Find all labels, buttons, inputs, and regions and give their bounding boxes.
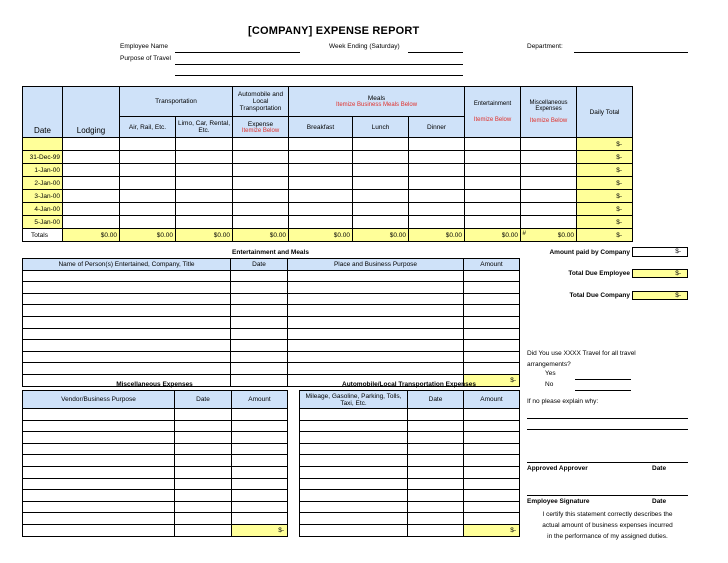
breakfast-header: Breakfast (289, 117, 353, 138)
department-label: Department: (527, 43, 563, 50)
employee-name-label: Employee Name (120, 43, 169, 50)
table-row (23, 203, 633, 216)
table-row (23, 524, 288, 536)
entertainment-header (465, 87, 521, 138)
total-due-employee-label: Total Due Employee (568, 270, 630, 277)
explain-field-2[interactable] (527, 429, 688, 430)
total-due-company-value: $- (632, 291, 688, 300)
table-row (300, 490, 520, 502)
daily-total-cell: $- (577, 177, 633, 190)
table-row (23, 328, 520, 340)
auto-col-mileage: Mileage, Gasoline, Parking, Tolls, Taxi, Etc. (300, 391, 408, 409)
table-row (23, 316, 520, 328)
lodging-header: Lodging (63, 87, 120, 138)
table-row (23, 177, 633, 190)
misc-col-date: Date (175, 391, 232, 409)
row-date[interactable]: 5-Jan-00 (23, 216, 63, 229)
amount-paid-value[interactable]: $- (632, 247, 688, 257)
table-row (300, 455, 520, 467)
table-row (300, 466, 520, 478)
row-date[interactable]: 2-Jan-00 (23, 177, 63, 190)
meals-itemize: Itemize Business Meals Below (336, 102, 418, 108)
ent-col-amount: Amount (464, 259, 520, 271)
table-row (23, 151, 633, 164)
total-due-company-label: Total Due Company (569, 292, 630, 299)
table-row (23, 455, 288, 467)
table-row (23, 501, 288, 513)
misc-itemize: Itemize Below (529, 118, 568, 124)
total-air: $0.00 (120, 229, 176, 242)
amount-paid-label: Amount paid by Company (549, 249, 630, 256)
auto-header: Automobile and Local Transportation (233, 87, 289, 117)
expense-grid (22, 86, 633, 242)
daily-total-cell: $- (577, 190, 633, 203)
total-breakfast: $0.00 (289, 229, 353, 242)
auto-expense-label: Expense (247, 120, 274, 128)
entertainment-section-title: Entertainment and Meals (232, 249, 309, 256)
meals-header (289, 87, 465, 117)
certify-text (527, 509, 688, 542)
approver-line[interactable] (527, 462, 688, 463)
transportation-header: Transportation (120, 87, 233, 117)
certify-line-3: in the performance of my assigned duties. (547, 533, 668, 540)
daily-total-cell: $- (577, 216, 633, 229)
daily-total-cell: $- (577, 138, 633, 151)
table-row (23, 216, 633, 229)
table-row (23, 340, 520, 352)
table-row (300, 524, 520, 536)
total-dinner: $0.00 (409, 229, 465, 242)
table-row (23, 443, 288, 455)
employee-name-field[interactable] (175, 52, 300, 53)
daily-total-cell: $- (577, 151, 633, 164)
table-row (23, 190, 633, 203)
table-row (23, 351, 520, 363)
total-due-employee-value: $- (632, 269, 688, 278)
table-row (300, 513, 520, 525)
entertainment-table (22, 258, 520, 387)
table-row (23, 164, 633, 177)
totals-label: Totals (23, 229, 63, 242)
page-title: [COMPANY] EXPENSE REPORT (248, 25, 420, 37)
row-date[interactable]: 3-Jan-00 (23, 190, 63, 203)
table-row (300, 501, 520, 513)
table-row (23, 490, 288, 502)
no-field[interactable] (575, 390, 631, 391)
explain-label: If no please explain why: (527, 398, 599, 405)
auto-col-date: Date (408, 391, 464, 409)
table-row (23, 478, 288, 490)
misc-table (22, 390, 288, 537)
misc-col-vendor: Vendor/Business Purpose (23, 391, 175, 409)
explain-field-1[interactable] (527, 418, 688, 419)
ent-total: $- (464, 374, 520, 386)
certify-line-1: I certify this statement correctly describes the (542, 511, 673, 518)
misc-header (521, 87, 577, 138)
misc-col-amount: Amount (232, 391, 288, 409)
signature-label: Employee Signature (527, 498, 590, 505)
week-ending-label: Week Ending (Saturday) (329, 43, 400, 50)
auto-total: $- (464, 524, 520, 536)
totals-row (23, 229, 633, 242)
misc-total: $- (232, 524, 288, 536)
total-lunch: $0.00 (353, 229, 409, 242)
lunch-header: Lunch (353, 117, 409, 138)
meals-title: Meals (367, 95, 386, 102)
table-row (300, 478, 520, 490)
auto-itemize: Itemize Below (241, 127, 280, 134)
misc-title: Miscellaneous Expenses (529, 100, 568, 112)
row-date[interactable] (23, 138, 63, 151)
auto-expense-header (233, 117, 289, 138)
purpose-label: Purpose of Travel (120, 55, 171, 62)
department-field[interactable] (574, 52, 688, 53)
table-row (23, 282, 520, 294)
signature-line[interactable] (527, 495, 688, 496)
dinner-header: Dinner (409, 117, 465, 138)
table-row (23, 138, 633, 151)
limo-header: Limo, Car, Rental, Etc. (176, 117, 233, 138)
table-row (23, 363, 520, 375)
total-lodging: $0.00 (63, 229, 120, 242)
entertainment-title: Entertainment (473, 101, 512, 107)
table-row (300, 432, 520, 444)
ent-col-date: Date (231, 259, 288, 271)
table-row (23, 420, 288, 432)
ent-col-names: Name of Person(s) Entertained, Company, Title (23, 259, 231, 271)
total-daily: $- (577, 229, 633, 242)
hash-mark: # (522, 230, 527, 237)
total-entertainment (465, 229, 527, 242)
auto-section-title: Automobile/Local Transportation Expenses (342, 381, 476, 388)
table-row (300, 420, 520, 432)
table-row (23, 466, 288, 478)
table-row (23, 409, 288, 421)
travel-question: Did You use XXXX Travel for all travel arrangements? (527, 350, 636, 368)
auto-col-amount: Amount (464, 391, 520, 409)
ent-col-place: Place and Business Purpose (288, 259, 464, 271)
table-row (300, 443, 520, 455)
table-row (23, 305, 520, 317)
yes-label: Yes (545, 370, 556, 377)
row-date[interactable]: 31-Dec-99 (23, 151, 63, 164)
no-label: No (545, 381, 554, 388)
daily-total-header: Daily Total (577, 87, 633, 138)
total-entertainment-value: $0.00 (501, 231, 519, 239)
approver-date-label: Date (652, 465, 667, 472)
entertainment-itemize: Itemize Below (473, 117, 512, 123)
signature-date-label: Date (652, 498, 667, 505)
table-row (23, 293, 520, 305)
row-date[interactable]: 4-Jan-00 (23, 203, 63, 216)
table-row (23, 513, 288, 525)
date-header: Date (23, 87, 63, 138)
row-date[interactable]: 1-Jan-00 (23, 164, 63, 177)
table-row (300, 409, 520, 421)
table-row (23, 432, 288, 444)
auto-table (299, 390, 520, 537)
week-ending-field[interactable] (408, 52, 463, 53)
total-auto: $0.00 (233, 229, 289, 242)
misc-section-title: Miscellaneous Expenses (116, 381, 193, 388)
total-misc: $0.00 (521, 229, 577, 242)
daily-total-cell: $- (577, 203, 633, 216)
purpose-field-1[interactable] (175, 64, 463, 65)
yes-field[interactable] (575, 379, 631, 380)
air-header: Air, Rail, Etc. (120, 117, 176, 138)
total-limo: $0.00 (176, 229, 233, 242)
purpose-field-2[interactable] (175, 75, 463, 76)
table-row (23, 270, 520, 282)
daily-total-cell: $- (577, 164, 633, 177)
approver-label: Approved Approver (527, 465, 588, 472)
certify-line-2: actual amount of business expenses incurred (542, 522, 673, 529)
